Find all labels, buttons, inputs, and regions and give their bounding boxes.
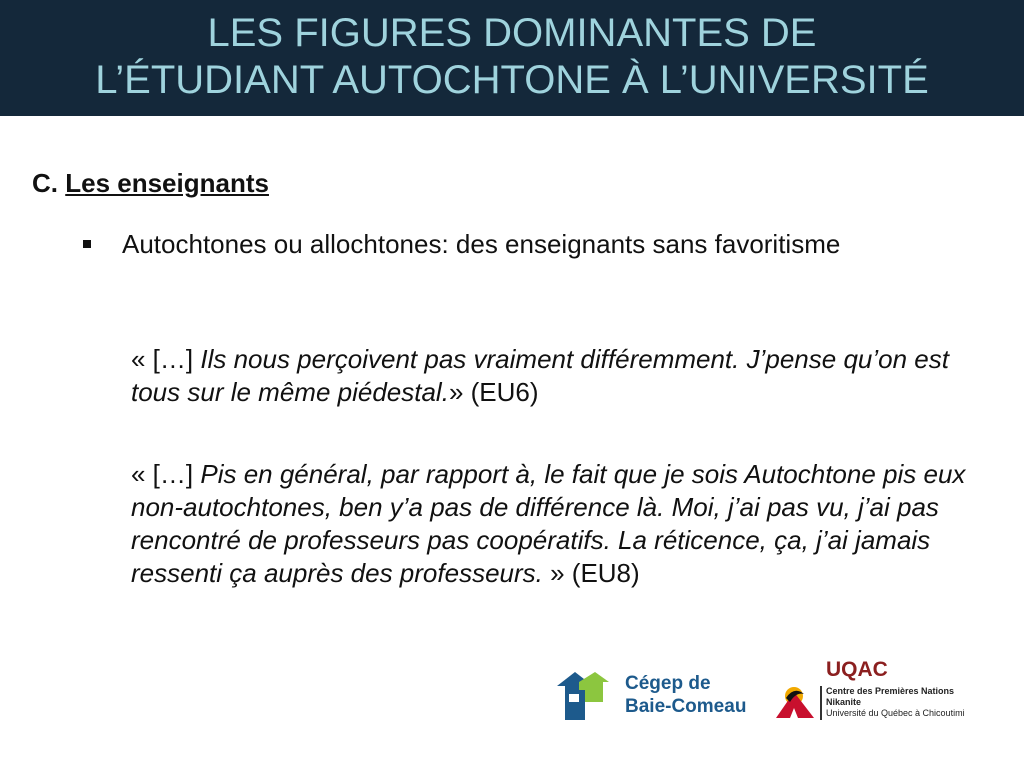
title-line-1: LES FIGURES DOMINANTES DE [207, 11, 817, 55]
section-title: Les enseignants [65, 168, 269, 198]
bullet-item [83, 228, 923, 261]
cegep-mark-icon [555, 668, 611, 722]
quote-open: « […] [131, 459, 201, 489]
section-heading [32, 168, 269, 199]
quote-eu8 [131, 458, 991, 590]
cegep-line-2: Baie-Comeau [625, 696, 747, 717]
uqac-wordmark: UQAC [826, 658, 888, 681]
square-bullet-icon [83, 240, 91, 248]
uqac-line-3: Université du Québec à Chicoutimi [826, 708, 965, 718]
uqac-line-1: Centre des Premières Nations [826, 686, 955, 696]
cegep-name [625, 672, 746, 718]
section-letter: C. [32, 168, 58, 198]
uqac-text [826, 686, 965, 719]
cegep-logo [555, 664, 755, 724]
divider [820, 686, 822, 720]
quote-text: Pis en général, par rapport à, le fait que je sois Autochtone pis eux non-autochtones, ben y’a pas de différence là. Moi, j’ai pas vu, j’ai pas rencontré de professeurs pas coopératifs. La réticence, ça, j’ai jamais ressenti ça auprès des professeurs. [131, 459, 966, 588]
uqac-line-2: Nikanite [826, 697, 862, 707]
quote-close: » (EU6) [448, 377, 539, 407]
uqac-logo [768, 658, 1008, 728]
bullet-text: Autochtones ou allochtones: des enseignants sans favoritisme [122, 229, 841, 259]
cegep-line-1: Cégep de [625, 673, 711, 694]
title-line-2: L’ÉTUDIANT AUTOCHTONE À L’UNIVERSITÉ [95, 58, 929, 102]
quote-eu6 [131, 343, 991, 409]
slide-title [0, 10, 1024, 104]
bird-emblem-icon [772, 680, 818, 720]
quote-open: « […] [131, 344, 201, 374]
header-banner [0, 0, 1024, 116]
quote-close: » (EU8) [542, 558, 640, 588]
quote-text: Ils nous perçoivent pas vraiment différemment. J’pense qu’on est tous sur le même piédestal. [131, 344, 949, 407]
